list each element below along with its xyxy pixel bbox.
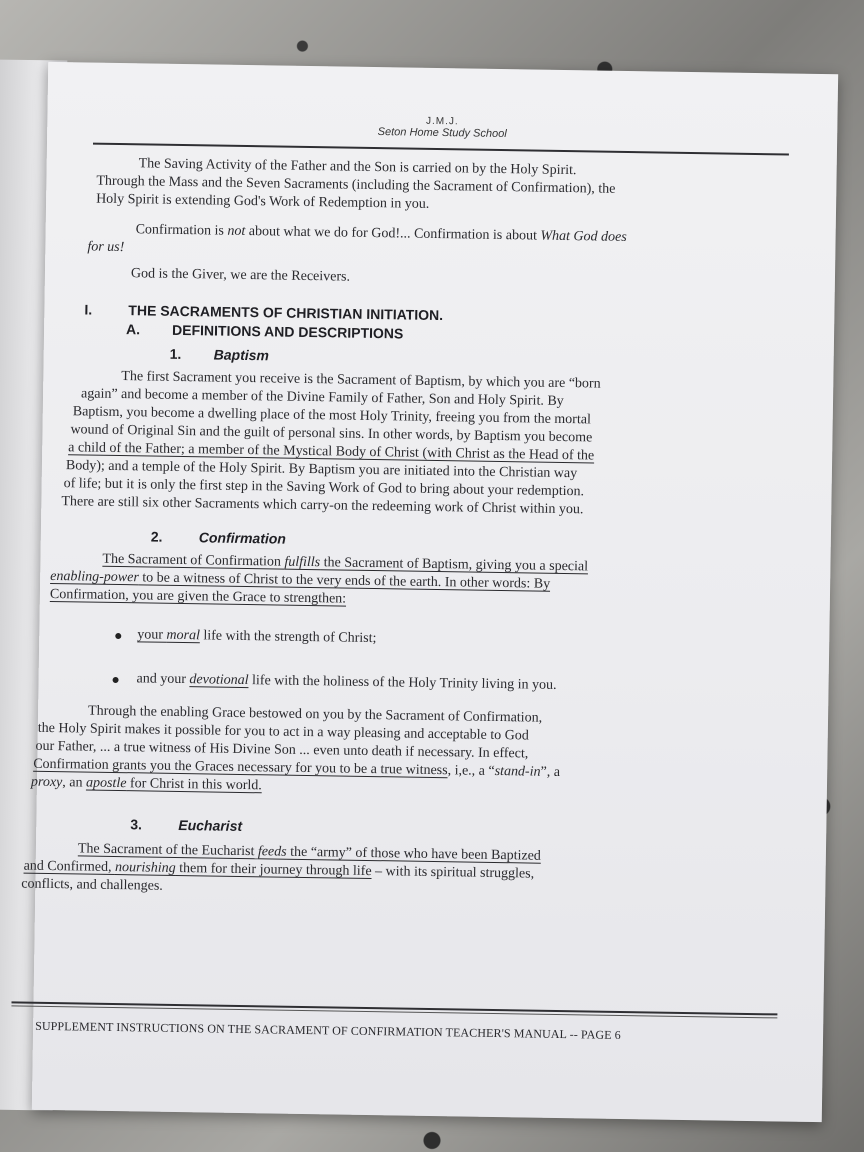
intro-p2-a: Confirmation is [135,222,228,239]
subsection-number: A. [125,321,141,338]
confirmation-l2-b: to be a witness of Christ to the very ends of the earth. In other words: By [138,570,551,592]
header-jmj: J.M.J. [425,115,459,128]
confirmation-l1-a: The Sacrament of Confirmation [102,551,285,570]
intro-p2-c: What God does [540,228,627,245]
bullet-1-b: moral [166,627,201,644]
bullet-2-c: life with the holiness of the Holy Trinity living in you. [248,673,557,693]
p5-b: , an [62,775,87,791]
eucharist-l1-c: the “army” of those who have been Baptized [286,844,541,864]
eucharist-line-3: conflicts, and challenges. [21,876,163,894]
intro-p2-not: not [227,223,246,239]
intro-p2-b: about what we do for God!... Confirmation is about [245,223,541,244]
baptism-line-3: Baptism, you become a dwelling place of the most Holy Trinity, freeing you from the mortal [72,404,592,428]
p4-d: ”, a [540,764,561,780]
bullet-2 [113,677,119,683]
p4-c: stand-in [494,763,541,780]
confirmation-line-3: Confirmation, you are given the Grace to strengthen: [49,586,347,607]
bullet-2-b: devotional [189,672,249,689]
intro-line-1: The Saving Activity of the Father and the Son is carried on by the Holy Spirit. [138,156,577,179]
baptism-line-5: a child of the Father; a member of the Mystical Body of Christ (with Christ as the Head of the [68,440,595,464]
baptism-line-7: of life; but it is only the first step in the Saving Work of God to bring about your redemption. [63,476,585,500]
confirmation-bullet-2 [136,670,556,695]
baptism-line-2: again” and become a member of the Divine Family of Father, Son and Holy Spirit. By [80,386,564,409]
footer-rule [11,1001,777,1015]
baptism-line-1: The first Sacrament you receive is the Sacrament of Baptism, by which you are “born [121,369,601,392]
confirmation-l1-b: fulfills [284,554,321,571]
confirmation-para-line-2: the Holy Spirit makes it possible for you to act in a way pleasing and acceptable to God [37,720,529,744]
confirmation-para-line-3: our Father, ... a true witness of His Divine Son ... even unto death if necessary. In effect, [35,738,529,762]
header-school: Seton Home Study School [377,126,507,141]
bullet-1 [115,633,121,639]
p5-d: for Christ in this world. [126,776,262,794]
header-rule [93,143,789,156]
page-footer: SUPPLEMENT INSTRUCTIONS ON THE SACRAMENT OF CONFIRMATION TEACHER'S MANUAL -- PAGE 6 [35,1018,621,1042]
subsection-title: DEFINITIONS AND DESCRIPTIONS [171,321,404,342]
baptism-number: 1. [169,345,182,362]
section-number: I. [84,301,93,318]
section-title: THE SACRAMENTS OF CHRISTIAN INITIATION. [128,302,444,324]
eucharist-l2-c: them for their journey through life [175,860,372,880]
intro-p2-end: for us! [87,239,125,256]
p5-c: apostle [85,775,127,792]
confirmation-l1-c: the Sacrament of Baptism, giving you a special [320,555,589,575]
eucharist-l1-b: feeds [257,844,287,860]
intro-p2 [136,221,627,247]
page-header [47,110,837,145]
confirmation-para-line-5 [31,774,262,796]
baptism-line-6: Body); and a temple of the Holy Spirit. By Baptism you are initiated into the Christian way [65,458,578,482]
eucharist-title: Eucharist [178,816,243,834]
confirmation-l2-a: enabling-power [50,568,139,586]
baptism-title: Baptism [213,346,270,364]
p5-a: proxy [30,774,63,791]
intro-line-3: Holy Spirit is extending God's Work of Redemption in you. [96,191,430,212]
intro-line-2: Through the Mass and the Seven Sacraments (including the Sacrament of Confirmation), the [96,173,616,197]
bullet-1-c: life with the strength of Christ; [199,628,377,647]
eucharist-l1-a: The Sacrament of the Eucharist [77,841,259,860]
eucharist-l2-d: – with its spiritual struggles, [371,864,535,882]
p4-a: Confirmation grants you the Graces necessary for you to be a true witness [33,756,448,779]
eucharist-l2-a: and Confirmed, [23,858,116,876]
baptism-line-4: wound of Original Sin and the guilt of personal sins. In other words, by Baptism you become [70,422,593,446]
confirmation-bullet-1 [137,626,376,648]
confirmation-number: 2. [150,528,163,545]
p4-b: , i,e., a “ [447,763,495,779]
bullet-1-a: your [137,627,167,643]
confirmation-title: Confirmation [198,529,287,547]
confirmation-para-line-1: Through the enabling Grace bestowed on you by the Sacrament of Confirmation, [87,703,543,726]
baptism-line-8: There are still six other Sacraments which carry-on the redeeming work of Christ within you. [61,494,584,518]
eucharist-l2-b: nourishing [114,860,176,876]
bullet-2-a: and your [136,671,190,688]
manual-page [21,62,838,1122]
eucharist-number: 3. [130,816,143,833]
intro-p3: God is the Giver, we are the Receivers. [130,266,351,285]
